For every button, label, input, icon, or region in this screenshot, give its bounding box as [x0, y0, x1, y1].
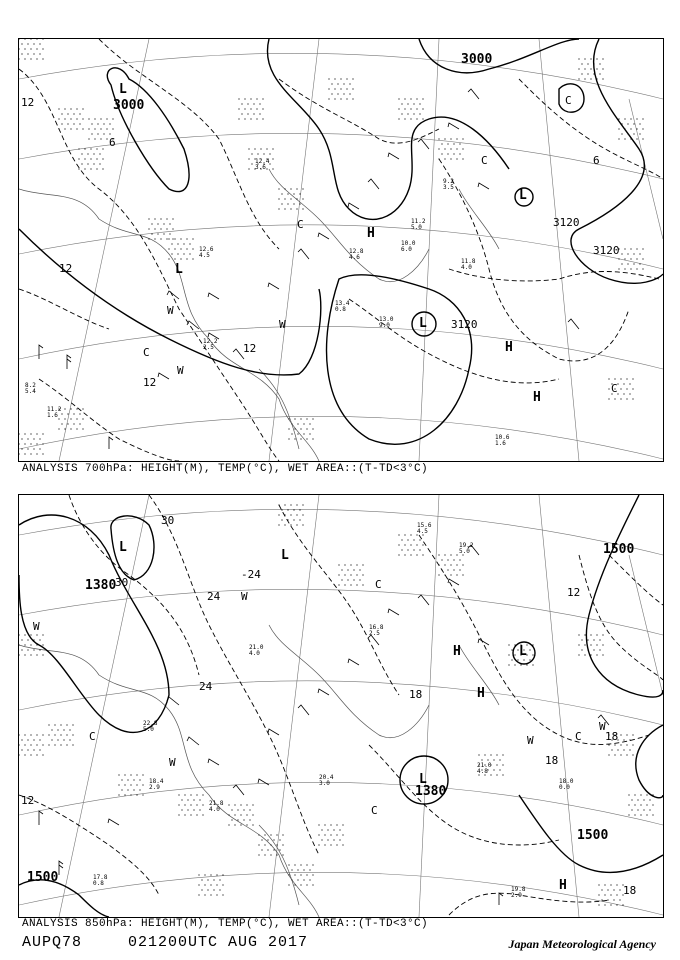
station-value: 2.5: [203, 344, 214, 351]
warm-center: W: [527, 734, 534, 747]
temp-label: 24: [199, 680, 213, 693]
analysis-700hpa-map: [18, 38, 664, 462]
cold-center: C: [89, 730, 96, 743]
height-label: 1380: [85, 578, 117, 593]
cold-center: C: [575, 730, 582, 743]
temp-label: 12: [243, 342, 257, 355]
station-value: 12.6: [199, 246, 214, 253]
station-value: 5.0: [459, 548, 470, 555]
temp-label: 18: [545, 754, 559, 767]
temp-label: 18: [409, 688, 423, 701]
wet-area-850: [19, 504, 654, 905]
station-value: 16.8: [369, 624, 384, 631]
station-value: 21.8: [209, 800, 224, 807]
station-value: 1.6: [47, 412, 58, 419]
station-value: 2.9: [511, 892, 522, 899]
low-center: L: [119, 540, 127, 555]
station-value: 4.0: [209, 806, 220, 813]
warm-center: W: [177, 364, 184, 377]
height-label: 3120: [451, 318, 478, 331]
high-center: H: [559, 878, 567, 893]
coastlines-850: [19, 625, 499, 917]
temp-label: 12: [21, 96, 35, 109]
agency-name: Japan Meteorological Agency: [508, 937, 656, 951]
station-value: 10.0: [401, 240, 416, 247]
station-value: 5.0: [411, 224, 422, 231]
station-value: 13.0: [379, 316, 394, 323]
cold-center: C: [565, 94, 572, 107]
cold-center: C: [297, 218, 304, 231]
chart-id: AUPQ78: [22, 934, 83, 951]
station-value: 21.0: [249, 644, 264, 651]
low-center: L: [281, 548, 289, 563]
cold-center: C: [375, 578, 382, 591]
cold-center: C: [143, 346, 150, 359]
high-center: H: [533, 390, 541, 405]
station-value: 11.8: [461, 258, 476, 265]
station-value: 12.8: [349, 248, 364, 255]
station-value: 21.0: [477, 762, 492, 769]
station-value: 18.4: [149, 778, 164, 785]
station-value: 9.2: [443, 178, 454, 185]
low-center: L: [419, 772, 427, 787]
station-value: 4.6: [349, 254, 360, 261]
warm-center: W: [241, 590, 248, 603]
cold-center: C: [371, 804, 378, 817]
temp-label: 18: [605, 730, 619, 743]
station-value: 5.4: [25, 388, 36, 395]
station-value: 17.8: [93, 874, 108, 881]
warm-center: W: [33, 620, 40, 633]
station-value: 5.0: [143, 726, 154, 733]
station-value: 9.0: [379, 322, 390, 329]
warm-center: W: [169, 756, 176, 769]
station-value: 0.8: [335, 306, 346, 313]
station-value: 13.4: [335, 300, 350, 307]
station-value: 3.0: [319, 780, 330, 787]
temp-label: 12: [143, 376, 157, 389]
high-center: H: [477, 686, 485, 701]
temp-label: 12: [567, 586, 581, 599]
high-center: H: [367, 226, 375, 241]
height-label: 1500: [27, 870, 59, 885]
low-center: L: [519, 644, 527, 659]
coastlines-700: [19, 169, 499, 461]
height-label: 3120: [553, 216, 580, 229]
station-value: 10.6: [495, 434, 510, 441]
station-value: 11.2: [411, 218, 426, 225]
station-value: 0.8: [93, 880, 104, 887]
caption-700hpa: ANALYSIS 700hPa: HEIGHT(M), TEMP(°C), WET AREA::(T-TD<3°C): [22, 463, 429, 475]
temp-label: -24: [241, 568, 261, 581]
cold-center: C: [481, 154, 488, 167]
low-center: L: [119, 82, 127, 97]
station-value: 22.8: [143, 720, 158, 727]
cold-center: C: [611, 382, 618, 395]
station-value: 19.8: [511, 886, 526, 893]
height-label: 1500: [577, 828, 609, 843]
station-value: 12.4: [255, 158, 270, 165]
station-value: 18.0: [559, 778, 574, 785]
wind-barbs-700: [39, 89, 579, 449]
station-value: 6.0: [401, 246, 412, 253]
station-value: 4.8: [477, 768, 488, 775]
station-value: 2.9: [149, 784, 160, 791]
height-contours-850: [19, 495, 663, 917]
station-value: 15.6: [417, 522, 432, 529]
temp-label: 12: [21, 794, 35, 807]
low-center: L: [175, 262, 183, 277]
station-value: 12.2: [203, 338, 218, 345]
station-value: 2.5: [369, 630, 380, 637]
station-value: 8.2: [25, 382, 36, 389]
high-center: H: [505, 340, 513, 355]
valid-time: 021200UTC AUG 2017: [128, 934, 309, 951]
station-value: 3.5: [443, 184, 454, 191]
station-value: 11.2: [47, 406, 62, 413]
low-center: L: [519, 188, 527, 203]
warm-center: W: [279, 318, 286, 331]
warm-center: W: [167, 304, 174, 317]
temp-label: 30: [115, 576, 129, 589]
map-850-graphics: [19, 495, 663, 917]
height-label: 3000: [113, 98, 145, 113]
station-value: 3.6: [255, 164, 266, 171]
temp-label: 6: [593, 154, 600, 167]
station-value: 4.5: [417, 528, 428, 535]
high-center: H: [453, 644, 461, 659]
height-label: 1500: [603, 542, 635, 557]
caption-850hpa: ANALYSIS 850hPa: HEIGHT(M), TEMP(°C), WET AREA::(T-TD<3°C): [22, 918, 429, 930]
station-value: 0.0: [559, 784, 570, 791]
station-value: 20.4: [319, 774, 334, 781]
analysis-850hpa-map: [18, 494, 664, 918]
station-value: 4.5: [199, 252, 210, 259]
warm-center: W: [599, 720, 606, 733]
station-value: 4.0: [461, 264, 472, 271]
station-value: 1.6: [495, 440, 506, 447]
station-value: 19.2: [459, 542, 474, 549]
temp-label: 6: [109, 136, 116, 149]
temp-label: 24: [207, 590, 221, 603]
height-label: 3120: [593, 244, 620, 257]
temp-label: 18: [623, 884, 637, 897]
temp-label: 12: [59, 262, 73, 275]
height-label: 3000: [461, 52, 493, 67]
low-center: L: [419, 316, 427, 331]
height-label: 1380: [415, 784, 447, 799]
temp-label: 30: [161, 514, 175, 527]
station-value: 4.0: [249, 650, 260, 657]
